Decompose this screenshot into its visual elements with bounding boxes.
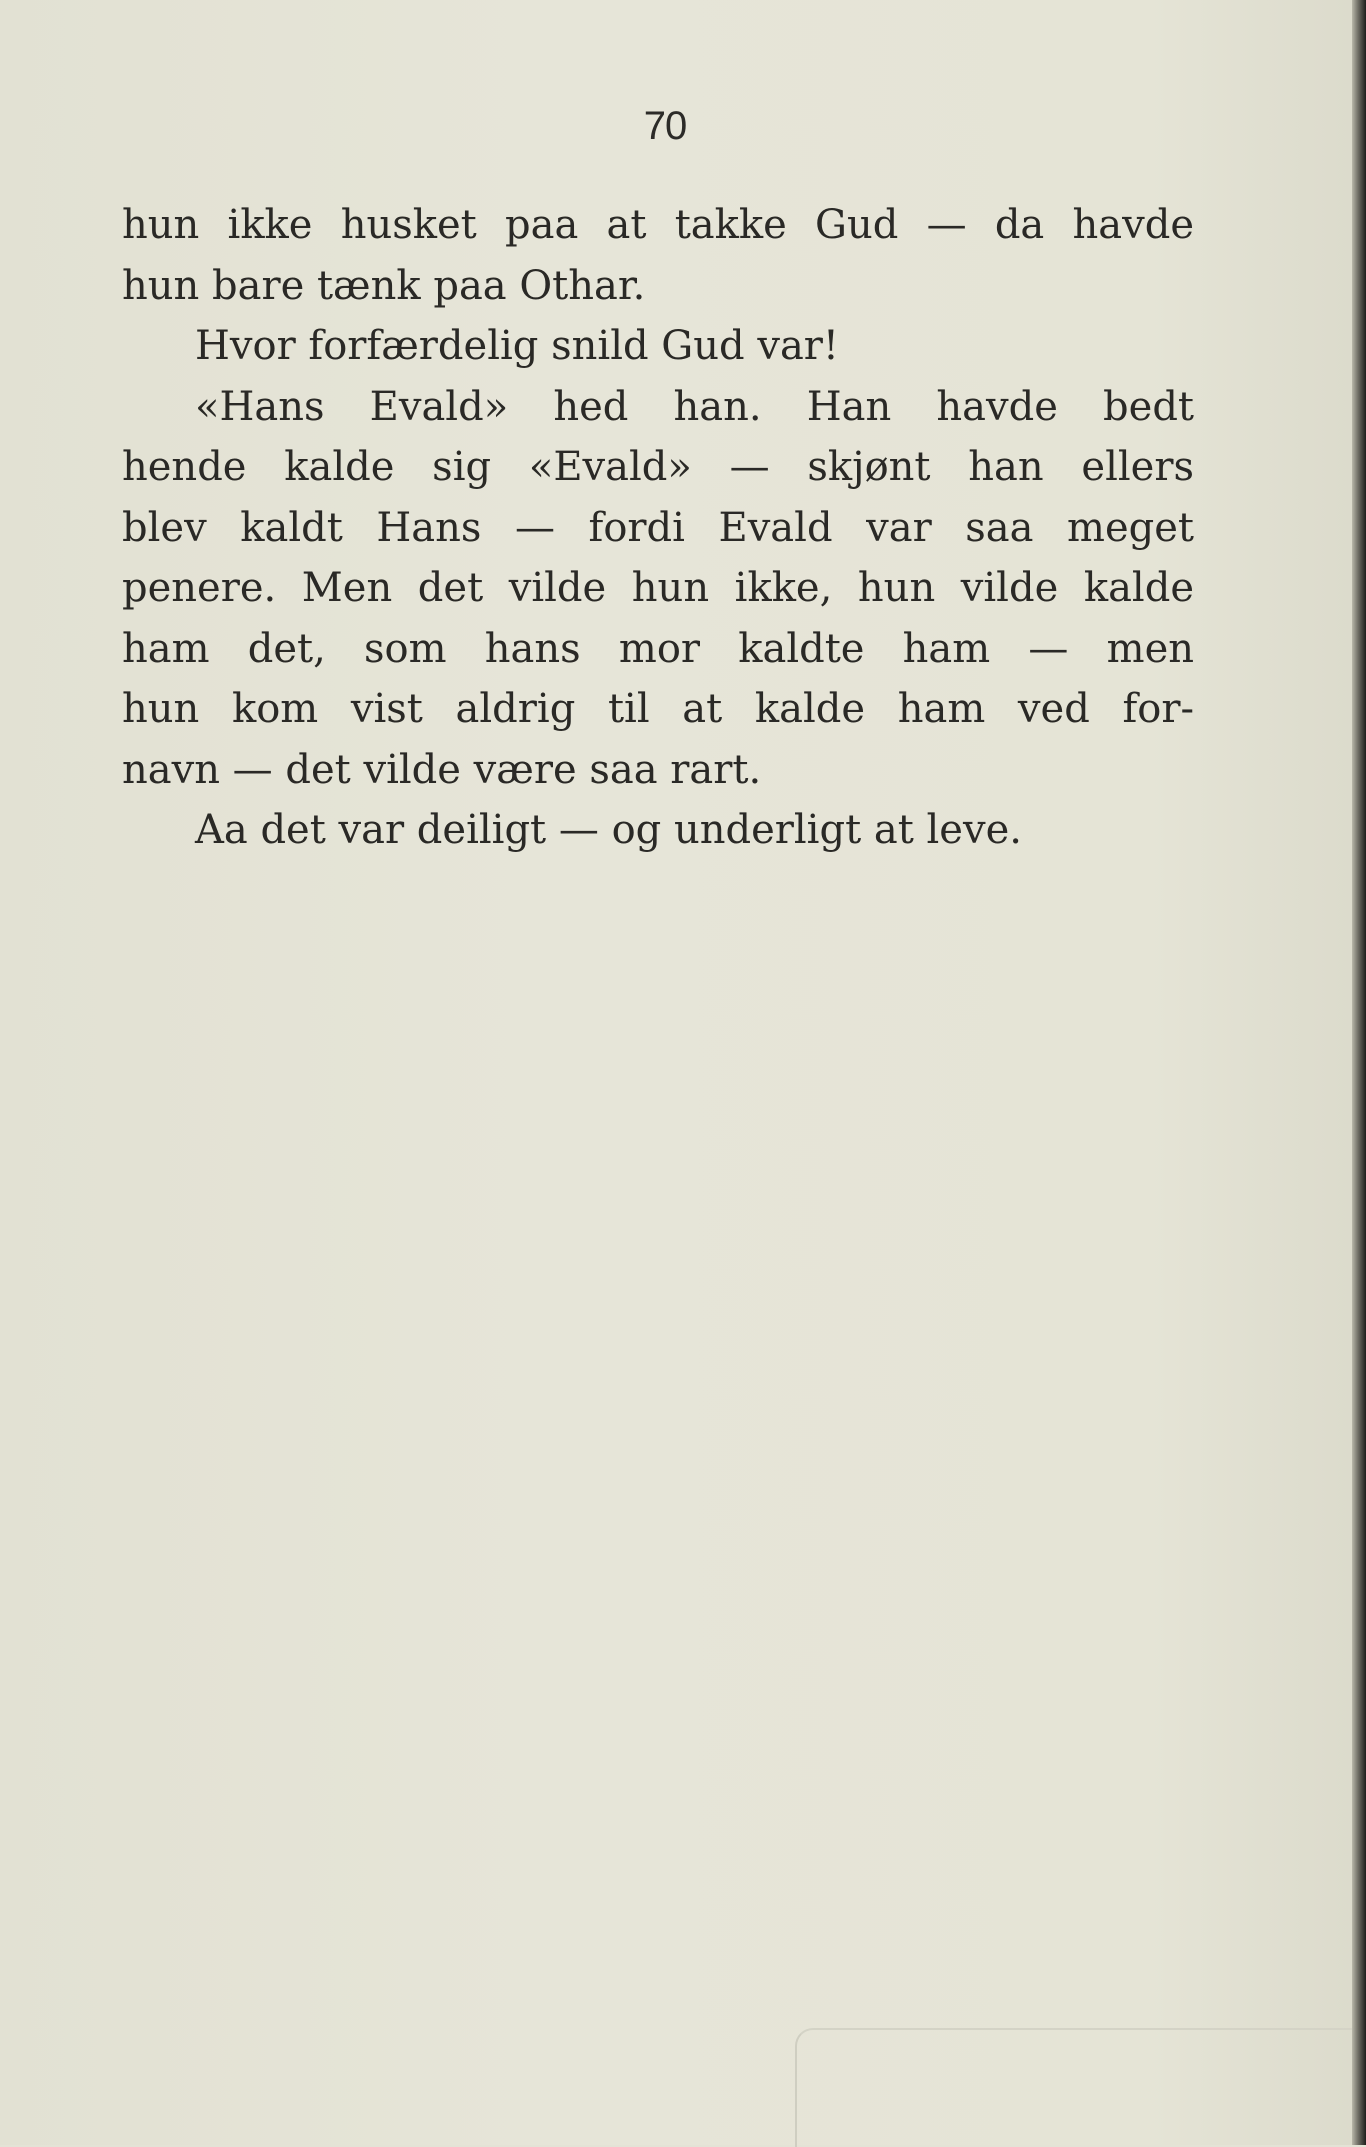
text-line: ham det, som hans mor kaldte ham — men bbox=[122, 625, 1194, 672]
page-edge-shadow bbox=[1352, 0, 1366, 2145]
scan-artifact bbox=[795, 2028, 1357, 2147]
text-line: navn — det vilde være saa rart. bbox=[122, 746, 762, 793]
text-line: Hvor forfærdelig snild Gud var! bbox=[195, 323, 839, 369]
text-line: hun ikke husket paa at takke Gud — da havde bbox=[122, 202, 1194, 248]
text-line: Aa det var deiligt — og underligt at leve. bbox=[195, 807, 1022, 853]
text-line: hun kom vist aldrig til at kalde ham ved for- bbox=[122, 686, 1194, 732]
text-line: hende kalde sig «Evald» — skjønt han ellers bbox=[122, 444, 1194, 490]
text-line: penere. Men det vilde hun ikke, hun vilde kalde bbox=[122, 565, 1194, 611]
page-text bbox=[122, 195, 1194, 861]
text-line: blev kaldt Hans — fordi Evald var saa meget bbox=[122, 504, 1194, 551]
text-line: hun bare tænk paa Othar. bbox=[122, 262, 646, 309]
text-line: «Hans Evald» hed han. Han havde bedt bbox=[195, 383, 1194, 430]
page-number: 70 bbox=[643, 104, 687, 148]
